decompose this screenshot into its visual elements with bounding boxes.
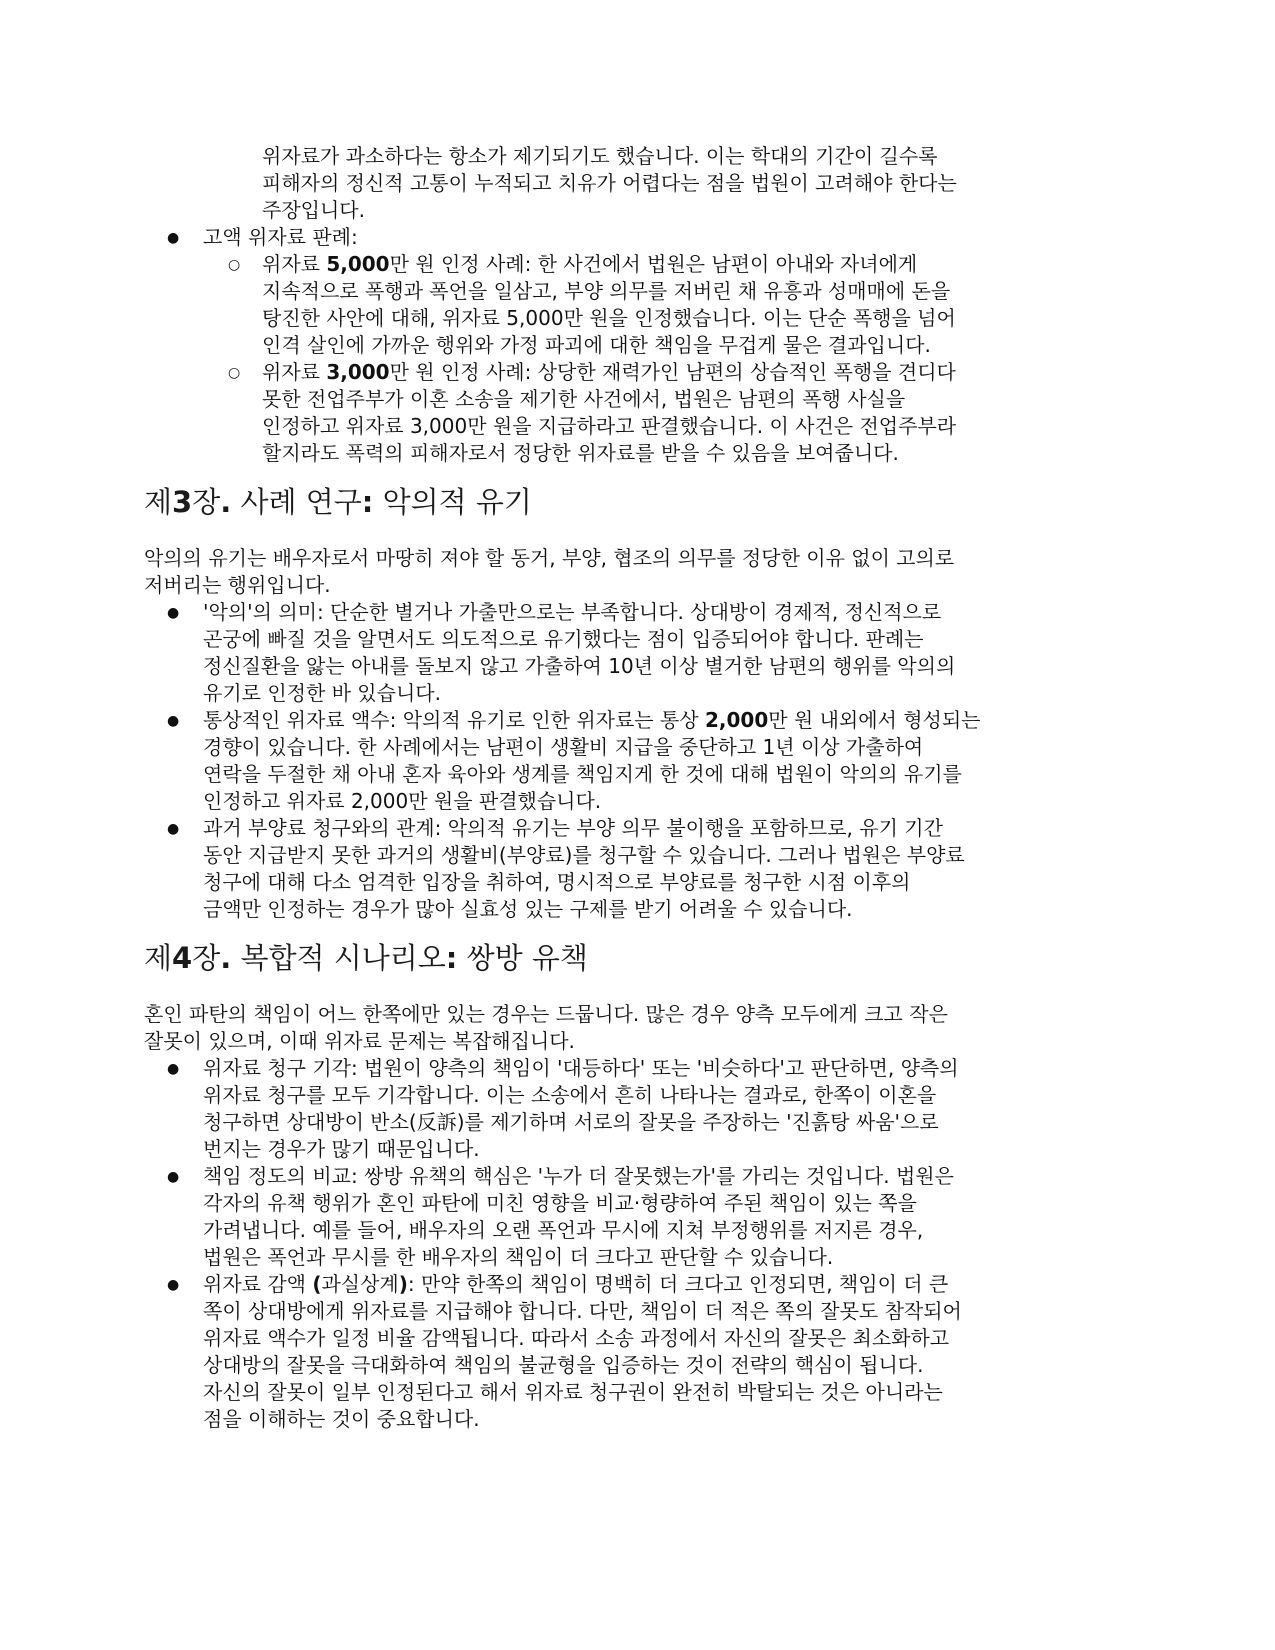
list-item-line: 각자의 유책 행위가 혼인 파탄에 미친 영향을 비교·형량하여 주된 책임이 있는 쪽을 xyxy=(203,1191,917,1215)
paragraph-line: 지속적으로 폭행과 폭언을 일삼고, 부양 의무를 저버린 채 유흥과 성매매에 돈을 xyxy=(262,279,951,303)
bullet-filled-icon: ● xyxy=(167,230,180,246)
list-item-line: 점을 이해하는 것이 중요합니다. xyxy=(203,1407,480,1431)
list-item-line: 청구하면 상대방이 반소(反訴)를 제기하며 서로의 잘못을 주장하는 '진흙탕 싸움'으로 xyxy=(203,1110,939,1134)
list-item-line: 법원은 폭언과 무시를 한 배우자의 책임이 더 크다고 판단할 수 있습니다. xyxy=(203,1245,834,1269)
sub-list-item: 위자료 3,000만 원 인정 사례: 상당한 재력가인 남편의 상습적인 폭행을 견디다 xyxy=(262,360,956,384)
paragraph-line: 피해자의 정신적 고통이 누적되고 치유가 어렵다는 점을 법원이 고려해야 한다는 xyxy=(262,171,957,195)
paragraph-line: 못한 전업주부가 이혼 소송을 제기한 사건에서, 법원은 남편의 폭행 사실을 xyxy=(262,387,906,411)
list-item-line: 동안 지급받지 못한 과거의 생활비(부양료)를 청구할 수 있습니다. 그러나 법원은 부양료 xyxy=(203,843,965,867)
list-item-line: 정신질환을 앓는 아내를 돌보지 않고 가출하여 10년 이상 별거한 남편의 행위를 악의의 xyxy=(203,654,956,678)
list-item-line: 위자료 감액 (과실상계): 만약 한쪽의 책임이 명백히 더 크다고 인정되면, 책임이 더 큰 xyxy=(203,1272,949,1296)
award-amount: 3,000 xyxy=(326,360,390,384)
bullet-filled-icon: ● xyxy=(167,821,180,837)
list-item-line: 곤궁에 빠질 것을 알면서도 의도적으로 유기했다는 점이 입증되어야 합니다. 판례는 xyxy=(203,627,924,651)
list-item-line: 상대방의 잘못을 극대화하여 책임의 불균형을 입증하는 것이 전략의 핵심이 됩니다. xyxy=(203,1353,924,1377)
list-item-line: 연락을 두절한 채 아내 혼자 육아와 생계를 책임지게 한 것에 대해 법원이 악의의 유기를 xyxy=(203,762,962,786)
list-item-line: 인정하고 위자료 2,000만 원을 판결했습니다. xyxy=(203,789,602,813)
list-item-line: 유기로 인정한 바 있습니다. xyxy=(203,681,441,705)
award-amount: 2,000 xyxy=(704,708,769,732)
paragraph-line: 위자료가 과소하다는 항소가 제기되기도 했습니다. 이는 학대의 기간이 길수록 xyxy=(262,144,938,168)
list-item-line: 책임 정도의 비교: 쌍방 유책의 핵심은 '누가 더 잘못했는가'를 가리는 것입니다. 법원은 xyxy=(203,1164,954,1188)
list-item-line: 번지는 경우가 많기 때문입니다. xyxy=(203,1137,480,1161)
paragraph-line: 잘못이 있으며, 이때 위자료 문제는 복잡해집니다. xyxy=(144,1029,575,1053)
paragraph-line: 탕진한 사안에 대해, 위자료 5,000만 원을 인정했습니다. 이는 단순 폭행을 넘어 xyxy=(262,306,956,330)
bullet-filled-icon: ● xyxy=(167,1169,180,1185)
paragraph-line: 할지라도 폭력의 피해자로서 정당한 위자료를 받을 수 있음을 보여줍니다. xyxy=(262,441,899,465)
chapter-4-heading: 제4장. 복합적 시나리오: 쌍방 유책 xyxy=(144,941,588,975)
bullet-hollow-icon: ○ xyxy=(228,257,241,273)
list-item-line: '악의'의 의미: 단순한 별거나 가출만으로는 부족합니다. 상대방이 경제적, 정신적으로 xyxy=(203,600,942,624)
paragraph-line: 저버리는 행위입니다. xyxy=(144,573,331,597)
list-item-line: 위자료 청구를 모두 기각합니다. 이는 소송에서 흔히 나타나는 결과로, 한쪽이 이혼을 xyxy=(203,1083,937,1107)
list-item-line: 자신의 잘못이 일부 인정된다고 해서 위자료 청구권이 완전히 박탈되는 것은 아니라는 xyxy=(203,1380,943,1404)
list-item-label: 고액 위자료 판례: xyxy=(203,225,358,249)
paragraph-line: 인격 살인에 가까운 행위와 가정 파괴에 대한 책임을 무겁게 물은 결과입니다. xyxy=(262,333,931,357)
paragraph-line: 인정하고 위자료 3,000만 원을 지급하라고 판결했습니다. 이 사건은 전업주부라 xyxy=(262,414,957,438)
bullet-filled-icon: ● xyxy=(167,1061,180,1077)
paragraph-line: 혼인 파탄의 책임이 어느 한쪽에만 있는 경우는 드뭅니다. 많은 경우 양측 모두에게 크고 작은 xyxy=(144,1002,948,1026)
bullet-filled-icon: ● xyxy=(167,605,180,621)
paragraph-line: 악의의 유기는 배우자로서 마땅히 져야 할 동거, 부양, 협조의 의무를 정당한 이유 없이 고의로 xyxy=(144,546,955,570)
list-item-line: 과거 부양료 청구와의 관계: 악의적 유기는 부양 의무 불이행을 포함하므로, 유기 기간 xyxy=(203,816,943,840)
list-item-line: 위자료 청구 기각: 법원이 양측의 책임이 '대등하다' 또는 '비슷하다'고 판단하면, 양측의 xyxy=(203,1056,959,1080)
bullet-filled-icon: ● xyxy=(167,1277,180,1293)
list-item-line: 통상적인 위자료 액수: 악의적 유기로 인한 위자료는 통상 2,000만 원 내외에서 형성되는 xyxy=(203,708,981,732)
chapter-3-heading: 제3장. 사례 연구: 악의적 유기 xyxy=(144,485,532,519)
list-item-line: 경향이 있습니다. 한 사례에서는 남편이 생활비 지급을 중단하고 1년 이상 가출하여 xyxy=(203,735,924,759)
list-item-line: 청구에 대해 다소 엄격한 입장을 취하여, 명시적으로 부양료를 청구한 시점 이후의 xyxy=(203,870,911,894)
list-item-line: 가려냅니다. 예를 들어, 배우자의 오랜 폭언과 무시에 지쳐 부정행위를 저지른 경우, xyxy=(203,1218,924,1242)
sub-list-item: 위자료 5,000만 원 인정 사례: 한 사건에서 법원은 남편이 아내와 자녀에게 xyxy=(262,252,918,276)
paragraph-line: 주장입니다. xyxy=(262,198,365,222)
list-item-line: 쪽이 상대방에게 위자료를 지급해야 합니다. 다만, 책임이 더 적은 쪽의 잘못도 참작되어 xyxy=(203,1299,962,1323)
bullet-hollow-icon: ○ xyxy=(228,365,241,381)
bullet-filled-icon: ● xyxy=(167,713,180,729)
award-amount: 5,000 xyxy=(326,252,390,276)
list-item-line: 위자료 액수가 일정 비율 감액됩니다. 따라서 소송 과정에서 자신의 잘못은 최소화하고 xyxy=(203,1326,950,1350)
list-item-line: 금액만 인정하는 경우가 많아 실효성 있는 구제를 받기 어려울 수 있습니다. xyxy=(203,897,853,921)
